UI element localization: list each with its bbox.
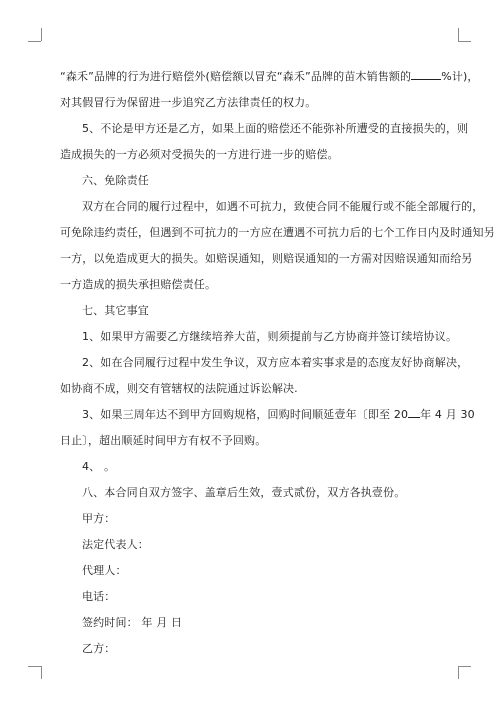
signature-field-label: 电话：: [82, 590, 116, 603]
text-segment: 3、如果三周年达不到甲方回购规格，回购时间顺延壹年〔即至 20: [82, 408, 409, 421]
text-line: 如协商不成，则交有管辖权的法院通过诉讼解决.: [60, 382, 298, 395]
text-line: 一方造成的损失承担赔偿责任。: [60, 278, 217, 291]
paragraph-line: 2、如在合同履行过程中发生争议，双方应本着实事求是的态度友好协商解决，: [82, 356, 469, 369]
signature-field-label: 乙方：: [82, 642, 116, 655]
paragraph-line: 1、如果甲方需要乙方继续培养大苗，则须提前与乙方协商并签订续培协议。: [82, 330, 458, 343]
text-line: 对其假冒行为保留进一步追究乙方法律责任的权力。: [60, 96, 317, 109]
text-segment: %计)，: [441, 70, 479, 83]
text-segment: “森禾”品牌的行为进行赔偿外(赔偿额以冒充“森禾”品牌的苗木销售额的: [60, 70, 412, 83]
paragraph-line: 双方在合同的履行过程中，如遇不可抗力，致使合同不能履行或不能全部履行的，: [82, 200, 484, 213]
section-heading: 七、其它事宜: [82, 304, 149, 317]
text-segment: 年 4 月 30: [420, 408, 475, 421]
signature-field-label: 法定代表人：: [82, 538, 149, 551]
paragraph-line: [82, 408, 475, 422]
section-heading: 六、免除责任: [82, 174, 149, 187]
signature-field-label: 甲方：: [82, 512, 116, 525]
text-line: 造成损失的一方必须对受损失的一方进行进一步的赔偿。: [60, 148, 339, 161]
signature-field-label: 签约时间： 年 月 日: [82, 616, 183, 629]
fill-in-blank: [411, 70, 441, 80]
signature-field-label: 代理人：: [82, 564, 127, 577]
paragraph-line: 八、本合同自双方签字、盖章后生效，壹式贰份，双方各执壹份。: [82, 486, 406, 499]
paragraph-line: 4、 。: [82, 460, 116, 473]
paragraph-line: 5、不论是甲方还是乙方，如果上面的赔偿还不能弥补所遭受的直接损失的，则: [82, 122, 469, 135]
text-line: 日止〕，超出顺延时间甲方有权不予回购。: [60, 434, 267, 447]
fill-in-blank: [408, 408, 420, 418]
text-line: [60, 70, 479, 84]
text-line: 一方，以免造成更大的损失。如赔误通知，则赔误通知的一方需对因赔误通知而给另: [60, 252, 473, 265]
text-line: 可免除违约责任，但遇到不可抗力的一方应在遭遇不可抗力后的七个工作日内及时通知另: [60, 226, 495, 239]
